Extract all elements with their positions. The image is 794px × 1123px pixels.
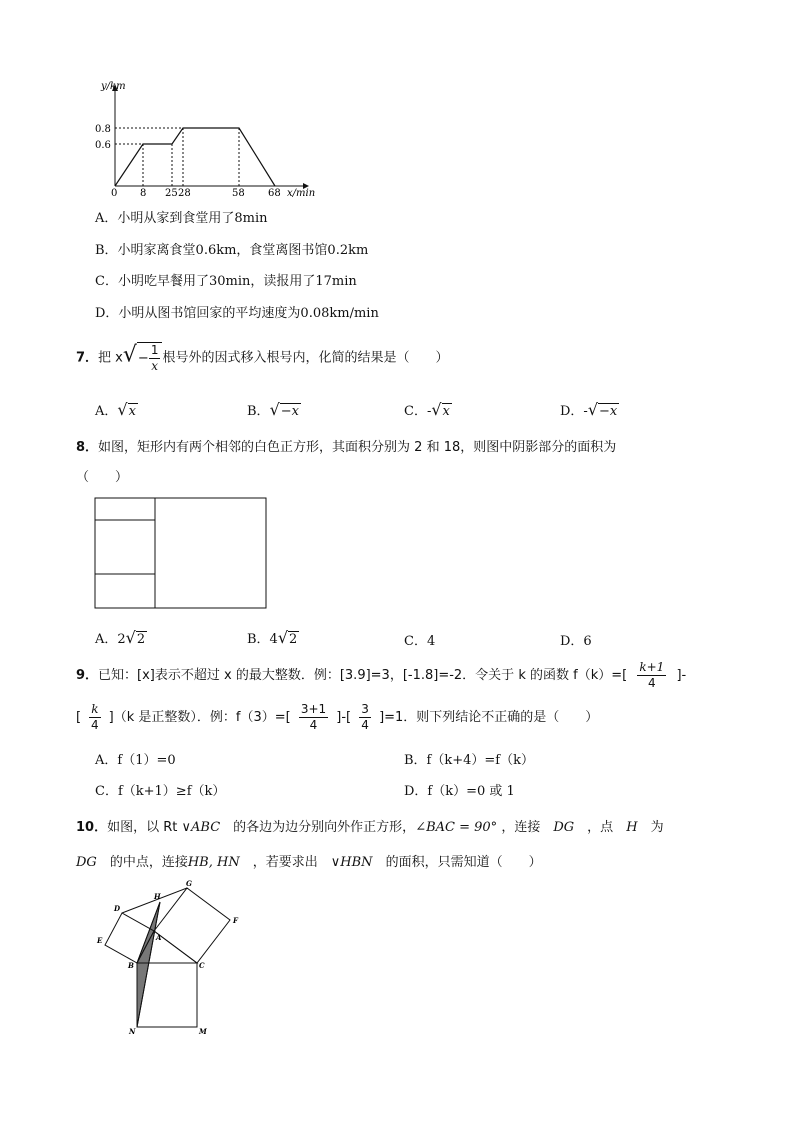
y-axis-label: y/km bbox=[101, 81, 126, 92]
q8-number: 8． bbox=[76, 440, 99, 455]
label-m: M bbox=[199, 1027, 207, 1036]
q10-squares-figure bbox=[94, 880, 244, 1040]
distance-time-graph bbox=[95, 78, 325, 203]
q7-frac-num: 1 bbox=[150, 343, 159, 357]
q8-rectangle-figure bbox=[94, 497, 269, 611]
q7-pre: 把 x bbox=[98, 350, 123, 366]
x-tick-58: 58 bbox=[232, 188, 245, 199]
question-8 bbox=[76, 436, 616, 455]
q7-option-a: A．√x bbox=[95, 400, 136, 419]
x-tick-8: 8 bbox=[140, 188, 147, 199]
q8-paren: （ ） bbox=[76, 470, 129, 485]
q6-option-d: D．小明从图书馆回家的平均速度为0.08km/min bbox=[95, 306, 379, 321]
x-tick-25: 25 bbox=[165, 188, 178, 199]
label-a: A bbox=[156, 933, 162, 942]
q6-option-c: C．小明吃早餐用了30min，读报用了17min bbox=[95, 274, 357, 289]
y-tick-0.8: 0.8 bbox=[95, 124, 111, 135]
q6-option-a: A．小明从家到食堂用了8min bbox=[95, 211, 268, 226]
q6-option-b: B．小明家离食堂0.6km，食堂离图书馆0.2km bbox=[95, 243, 369, 258]
q7-number: 7． bbox=[76, 350, 99, 366]
distance-line bbox=[115, 128, 275, 186]
q7-option-b: B．√−x bbox=[247, 400, 299, 419]
x-axis-label: x/min bbox=[287, 188, 316, 199]
x-tick-0: 0 bbox=[111, 188, 118, 199]
y-tick-0.6: 0.6 bbox=[95, 140, 111, 151]
label-c: C bbox=[199, 961, 205, 970]
question-9-line1: 9．已知：[x]表示不超过 x 的最大整数．例：[3.9]=3，[-1.8]=-2．令关于 k 的函数 f（k）=[ $\frac{k+1}{4}$ ]- bbox=[76, 660, 687, 690]
q8-option-c: C．4 bbox=[404, 634, 436, 649]
question-10-line2: DG 的中点，连接HB, HN ，若要求出 ∨HBN 的面积，只需知道（ ） bbox=[76, 855, 542, 870]
q9-option-d: D．f（k）=0 或 1 bbox=[404, 784, 515, 799]
question-10-line1: 10．如图，以 Rt ∨ABC 的各边为边分别向外作正方形，∠BAC = 90° ，连接 DG ，点 H 为 bbox=[76, 820, 664, 835]
x-tick-68: 68 bbox=[268, 188, 281, 199]
q7-option-c: C．-√x bbox=[404, 400, 450, 419]
label-h: H bbox=[154, 892, 161, 901]
q9-option-c: C．f（k+1）≥f（k） bbox=[95, 784, 226, 799]
q7-post: 根号外的因式移入根号内，化简的结果是（ ） bbox=[162, 350, 449, 366]
q8-text: 如图，矩形内有两个相邻的白色正方形，其面积分别为 2 和 18，则图中阴影部分的面积为 bbox=[98, 440, 617, 455]
q9-option-a: A．f（1）=0 bbox=[95, 753, 176, 768]
label-g: G bbox=[186, 880, 192, 888]
label-b: B bbox=[128, 961, 134, 970]
outer-rectangle bbox=[95, 498, 266, 608]
square-acfg bbox=[154, 888, 230, 963]
question-7 bbox=[76, 342, 448, 374]
label-d: D bbox=[114, 904, 121, 913]
label-n: N bbox=[129, 1027, 136, 1036]
question-9-line2: [ $\frac{k}{4}$ ]（k 是正整数）．例：f（3）=[ $\frac{3+1}{4}$ ]-[ $\frac{3}{4}$ ]=1．则下列结论不正确的是（ ） bbox=[76, 702, 599, 732]
q9-option-b: B．f（k+4）=f（k） bbox=[404, 753, 534, 768]
q7-radical: √− $\frac{1}{x}$ bbox=[123, 342, 163, 374]
q8-option-a: A．2√2 bbox=[95, 628, 146, 647]
q8-option-d: D．6 bbox=[560, 634, 592, 649]
q7-minus: − bbox=[137, 351, 149, 366]
label-e: E bbox=[97, 936, 103, 945]
q7-option-d: D．-√−x bbox=[560, 400, 618, 419]
label-f: F bbox=[233, 916, 238, 925]
x-tick-28: 28 bbox=[178, 188, 191, 199]
q8-option-b: B．4√2 bbox=[247, 628, 298, 647]
q7-frac-den: x bbox=[151, 359, 159, 373]
